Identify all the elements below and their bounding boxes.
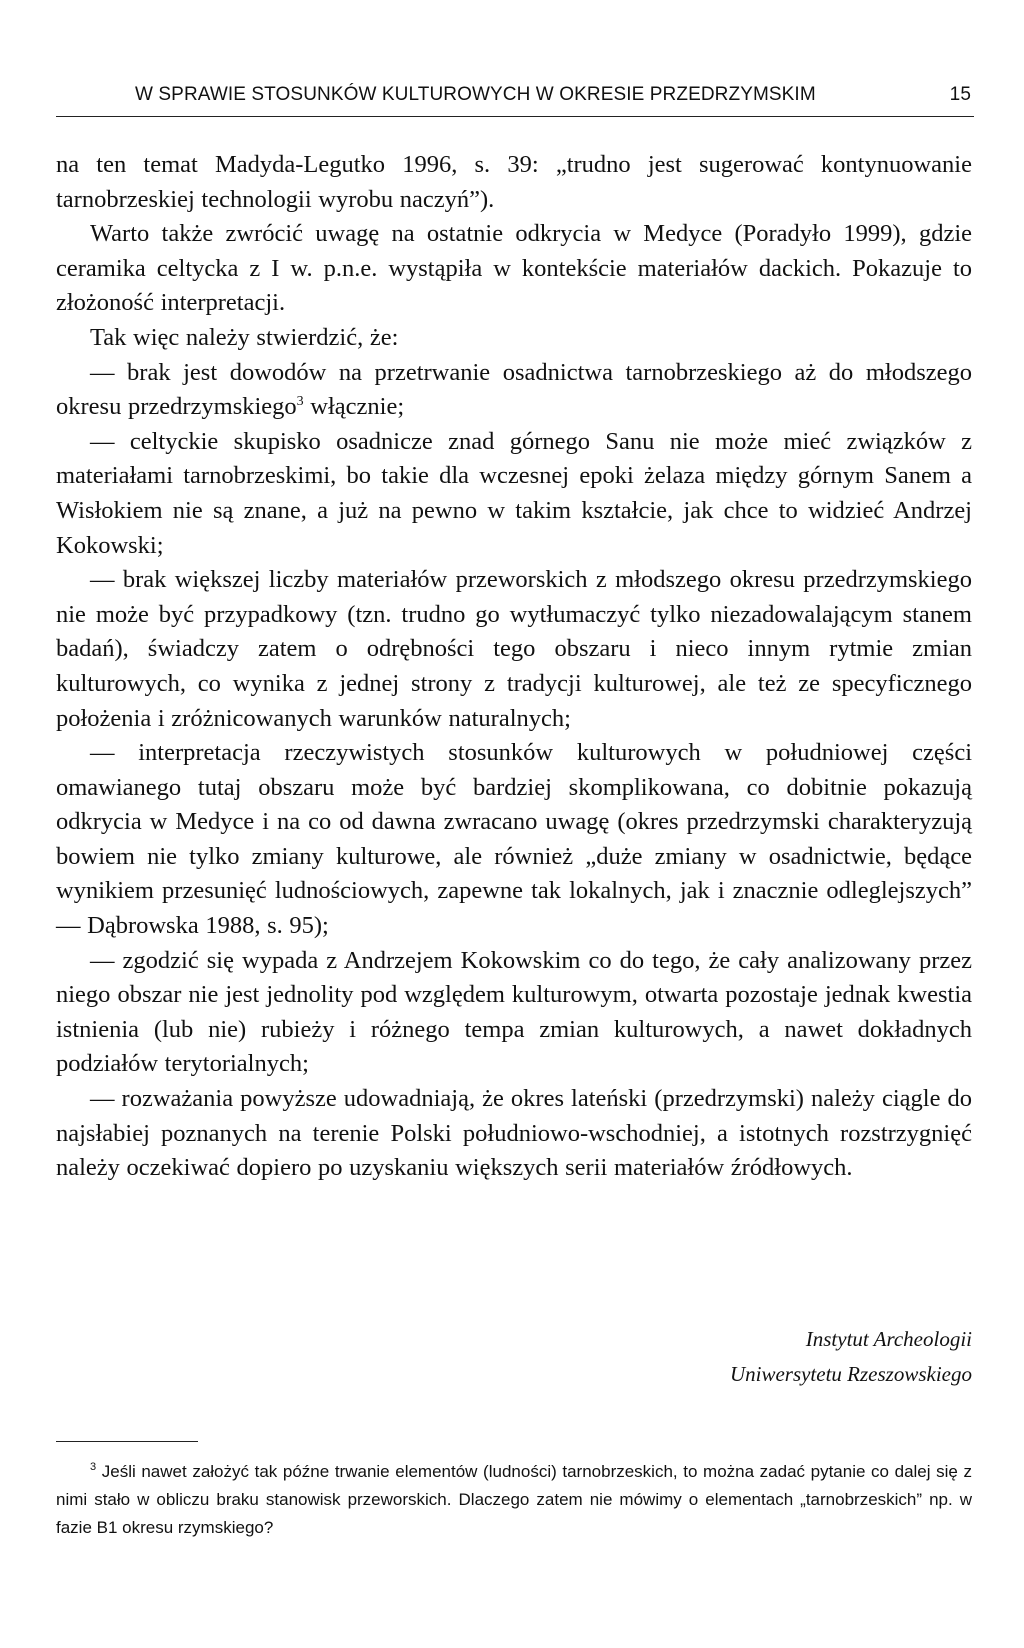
footnote xyxy=(56,1458,972,1543)
paragraph-continuation: na ten temat Madyda-Legutko 1996, s. 39: „trudno jest sugerować kontynuowanie tarnobrzeskiej technologii wyrobu naczyń”). xyxy=(56,151,972,213)
author-affiliation xyxy=(730,1322,972,1392)
conclusion-item-1 xyxy=(56,356,972,425)
footnote-rule xyxy=(56,1441,198,1442)
header-rule xyxy=(56,116,974,117)
page-number: 15 xyxy=(949,84,971,105)
main-text xyxy=(56,148,972,1186)
affiliation-institute: Instytut Archeologii xyxy=(805,1327,972,1351)
affiliation-university: Uniwersytetu Rzeszowskiego xyxy=(729,1362,972,1386)
footnote-text: Jeśli nawet założyć tak późne trwanie elementów (ludności) tarnobrzeskich, to można zadać pytanie co dalej się z nimi stało w obliczu braku stanowisk przeworskich. Dlaczego zatem nie mówimy o elementach „tarnobrzeskich” np. w fazie B1 okresu rzymskiego? xyxy=(56,1462,972,1538)
running-title: W SPRAWIE STOSUNKÓW KULTUROWYCH W OKRESIE PRZEDRZYMSKIM xyxy=(135,84,816,105)
footnote-marker: 3 xyxy=(90,1461,97,1473)
footnote-3 xyxy=(56,1458,972,1543)
footnote-reference[interactable]: 3 xyxy=(296,394,304,410)
conclusion-item-1-tail: włącznie; xyxy=(303,393,405,421)
running-header xyxy=(135,80,971,110)
conclusion-item-3: — brak większej liczby materiałów przeworskich z młodszego okresu przedrzymskiego nie może być przypadkowy (tzn. trudno go wytłumaczyć tylko niezadowalającym stanem badań), świadczy zatem o odrębności tego obszaru i nieco innym rytmie zmian kulturowych, co wynika z jednej strony z tradycji kulturowej, ale też ze specyficznego położenia i zróżnicowanych warunków naturalnych; xyxy=(56,566,972,732)
conclusion-item-5: — zgodzić się wypada z Andrzejem Kokowskim co do tego, że cały analizowany przez niego obszar nie jest jednolity pod względem kulturowym, otwarta pozostaje jednak kwestia istnienia (lub nie) rubieży i różnego tempa zmian kulturowych, a nawet dokładnych podziałów terytorialnych; xyxy=(56,946,972,1078)
paragraph-conclusions-intro: Tak więc należy stwierdzić, że: xyxy=(90,323,399,351)
conclusion-item-4: — interpretacja rzeczywistych stosunków kulturowych w południowej części omawianego tutaj obszaru może być bardziej skomplikowana, co dobitnie pokazują odkrycia w Medyce i na co od dawna zwracano uwagę (okres przedrzymski charakteryzują bowiem nie tylko zmiany kulturowe, ale również „duże zmiany w osadnictwie, będące wynikiem przesunięć ludnościowych, zapewne tak lokalnych, jak i znacznie odleglejszych” — Dąbrowska 1988, s. 95); xyxy=(56,739,972,940)
paragraph-medyca: Warto także zwrócić uwagę na ostatnie odkrycia w Medyce (Poradyło 1999), gdzie ceramika celtycka z I w. p.n.e. wystąpiła w kontekście materiałów dackich. Pokazuje to złożoność interpretacji. xyxy=(56,220,972,317)
conclusion-item-6: — rozważania powyższe udowadniają, że okres lateński (przedrzymski) należy ciągle do najsłabiej poznanych na terenie Polski południowo-wschodniej, a istotnych rozstrzygnięć należy oczekiwać dopiero po uzyskaniu większych serii materiałów źródłowych. xyxy=(56,1085,972,1182)
conclusion-item-1-text: — brak jest dowodów na przetrwanie osadnictwa tarnobrzeskiego aż do młodszego okresu przedrzymskiego xyxy=(56,358,972,421)
conclusion-item-2: — celtyckie skupisko osadnicze znad górnego Sanu nie może mieć związków z materiałami tarnobrzeskimi, bo takie dla wczesnej epoki żelaza między górnym Sanem a Wisłokiem nie są znane, a już na pewno w takim kształcie, jak chce to widzieć Andrzej Kokowski; xyxy=(56,427,972,559)
